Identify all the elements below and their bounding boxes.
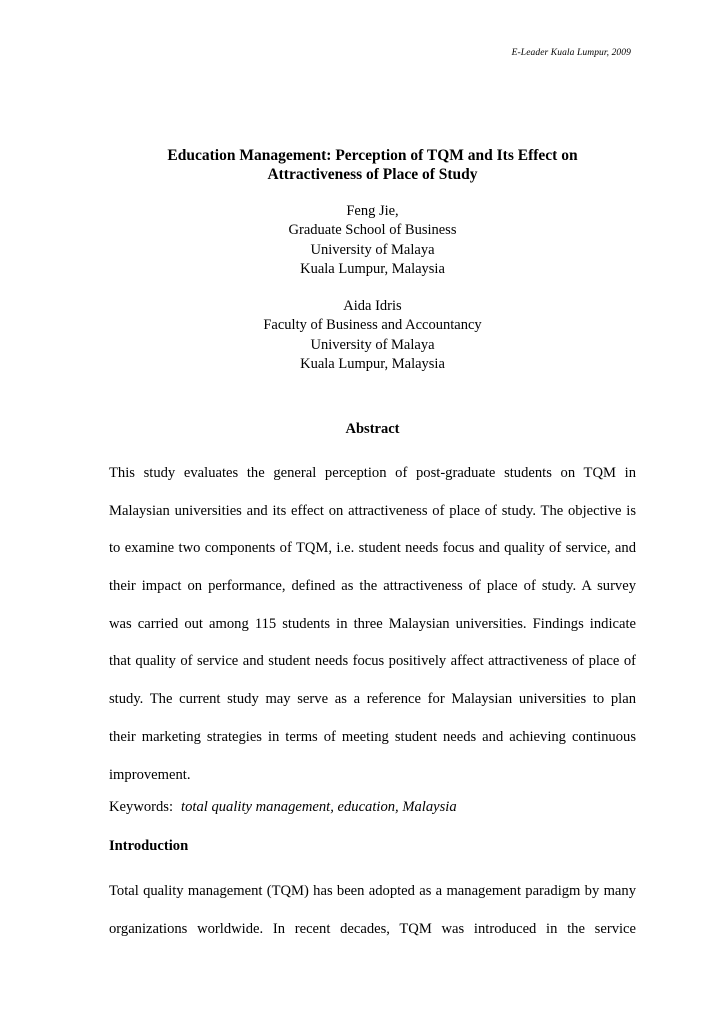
- introduction-heading: Introduction: [109, 838, 189, 854]
- author-institution: University of Malaya: [310, 241, 435, 258]
- abstract-body: [109, 455, 636, 794]
- author-location: Kuala Lumpur, Malaysia: [300, 355, 445, 372]
- author-name: Feng Jie,: [346, 203, 399, 219]
- abstract-heading: Abstract: [345, 421, 400, 437]
- author-block-2: [0, 297, 725, 374]
- abstract-line: improvement.: [109, 766, 191, 783]
- author-institution: University of Malaya: [310, 336, 435, 353]
- title-line-1: Education Management: Perception of TQM and Its Effect on: [167, 147, 578, 164]
- abstract-line: their impact on performance, defined as the attractiveness of place of study. A survey: [109, 578, 636, 595]
- abstract-line: their marketing strategies in terms of meeting student needs and achieving continuous: [109, 728, 636, 745]
- abstract-line: was carried out among 115 students in three Malaysian universities. Findings indicate: [109, 615, 636, 632]
- abstract-line: that quality of service and student needs focus positively affect attractiveness of place of: [109, 653, 636, 670]
- running-header: E-Leader Kuala Lumpur, 2009: [511, 48, 631, 58]
- introduction-body: [109, 873, 636, 948]
- author-name: Aida Idris: [343, 298, 402, 314]
- keywords: [109, 799, 457, 816]
- keywords-values: total quality management, education, Malaysia: [181, 799, 457, 815]
- keywords-label: Keywords:: [109, 799, 174, 815]
- author-affiliation: Graduate School of Business: [288, 222, 457, 239]
- author-affiliation: Faculty of Business and Accountancy: [263, 317, 482, 334]
- introduction-line: organizations worldwide. In recent decades, TQM was introduced in the service: [109, 920, 636, 937]
- abstract-line: Malaysian universities and its effect on attractiveness of place of study. The objective is: [109, 502, 636, 519]
- author-location: Kuala Lumpur, Malaysia: [300, 260, 445, 277]
- title-line-2: Attractiveness of Place of Study: [267, 166, 478, 183]
- abstract-line: study. The current study may serve as a reference for Malaysian universities to plan: [109, 691, 636, 708]
- abstract-line: to examine two components of TQM, i.e. student needs focus and quality of service, and: [109, 540, 636, 557]
- introduction-line: Total quality management (TQM) has been adopted as a management paradigm by many: [109, 883, 636, 899]
- author-block-1: [0, 202, 725, 279]
- paper-title: [0, 146, 725, 184]
- abstract-line: This study evaluates the general perception of post-graduate students on TQM in: [109, 465, 636, 481]
